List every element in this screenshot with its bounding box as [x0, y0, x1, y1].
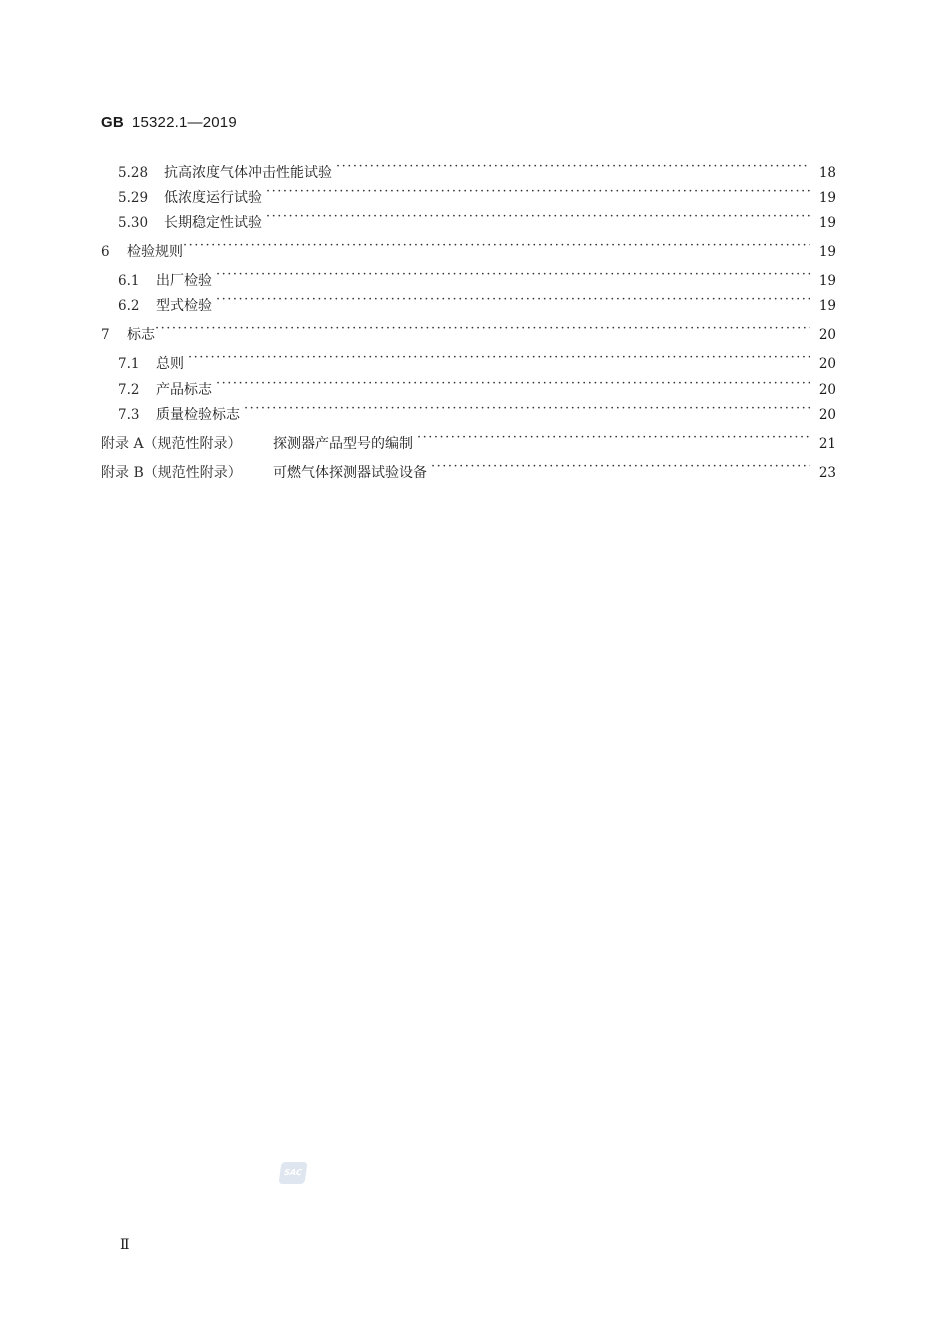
standard-code: GB — [101, 114, 124, 131]
toc-entry-number: 5.29 — [118, 190, 149, 206]
toc-leader-dots — [336, 157, 810, 177]
toc-entry-number: 附录 A（规范性附录） — [101, 436, 242, 452]
standard-number: 15322.1—2019 — [131, 114, 237, 131]
toc-entry-page: 21 — [818, 436, 836, 452]
sac-watermark-logo: SAC — [278, 1162, 307, 1184]
toc-leader-dots — [183, 236, 810, 256]
page-number: Ⅱ — [120, 1237, 130, 1253]
toc-entry-title: 出厂检验 — [156, 273, 212, 289]
toc-entry-page: 19 — [818, 215, 836, 231]
toc-entry-number: 7.2 — [118, 382, 140, 398]
toc-entry-title: 长期稳定性试验 — [164, 215, 262, 231]
toc-entry-title: 检验规则 — [127, 244, 183, 260]
toc-leader-dots — [216, 290, 810, 310]
toc-entry[interactable] — [101, 319, 836, 343]
toc-entry[interactable] — [118, 157, 836, 181]
toc-entry-page: 20 — [818, 407, 836, 423]
toc-entry-number: 6.2 — [118, 298, 140, 314]
toc-entry[interactable] — [118, 399, 836, 423]
toc-entry-appendix[interactable] — [101, 457, 836, 481]
toc-entry-number: 7.1 — [118, 356, 140, 372]
toc-leader-dots — [417, 428, 810, 448]
toc-leader-dots — [244, 399, 810, 419]
toc-leader-dots — [266, 182, 810, 202]
toc-entry-title: 可燃气体探测器试验设备 — [273, 465, 427, 481]
toc-leader-dots — [216, 374, 810, 394]
toc-entry-title: 探测器产品型号的编制 — [273, 436, 413, 452]
toc-entry-page: 20 — [818, 382, 836, 398]
toc-entry-page: 19 — [818, 298, 836, 314]
toc-entry-page: 19 — [818, 190, 836, 206]
toc-entry[interactable] — [118, 374, 836, 398]
toc-entry[interactable] — [118, 290, 836, 314]
toc-entry[interactable] — [118, 348, 836, 372]
toc-entry-number: 6 — [101, 244, 110, 260]
toc-leader-dots — [188, 348, 810, 368]
toc-entry-number: 6.1 — [118, 273, 140, 289]
toc-entry-number: 5.28 — [118, 165, 149, 181]
toc-entry-title: 低浓度运行试验 — [164, 190, 262, 206]
toc-entry-title: 产品标志 — [156, 382, 212, 398]
toc-leader-dots — [266, 207, 810, 227]
toc-entry-number: 7 — [101, 327, 110, 343]
toc-leader-dots — [216, 265, 810, 285]
toc-entry-page: 19 — [818, 244, 836, 260]
toc-entry[interactable] — [118, 265, 836, 289]
toc-entry-page: 20 — [818, 327, 836, 343]
toc-entry[interactable] — [118, 207, 836, 231]
toc-entry-page: 18 — [818, 165, 836, 181]
toc-entry-title: 型式检验 — [156, 298, 212, 314]
toc-entry-title: 总则 — [156, 356, 184, 372]
toc-leader-dots — [155, 319, 810, 339]
toc-entry-number: 7.3 — [118, 407, 140, 423]
toc-entry-title: 标志 — [127, 327, 155, 343]
toc-entry[interactable] — [101, 236, 836, 260]
toc-leader-dots — [431, 457, 810, 477]
toc-entry-page: 20 — [818, 356, 836, 372]
toc-entry-number: 5.30 — [118, 215, 149, 231]
document-header — [101, 114, 237, 131]
toc-entry-title: 抗高浓度气体冲击性能试验 — [164, 165, 332, 181]
toc-entry-appendix[interactable] — [101, 428, 836, 452]
toc-entry-page: 19 — [818, 273, 836, 289]
toc-entry-number: 附录 B（规范性附录） — [101, 465, 242, 481]
toc-entry[interactable] — [118, 182, 836, 206]
toc-entry-page: 23 — [818, 465, 836, 481]
toc-entry-title: 质量检验标志 — [156, 407, 240, 423]
